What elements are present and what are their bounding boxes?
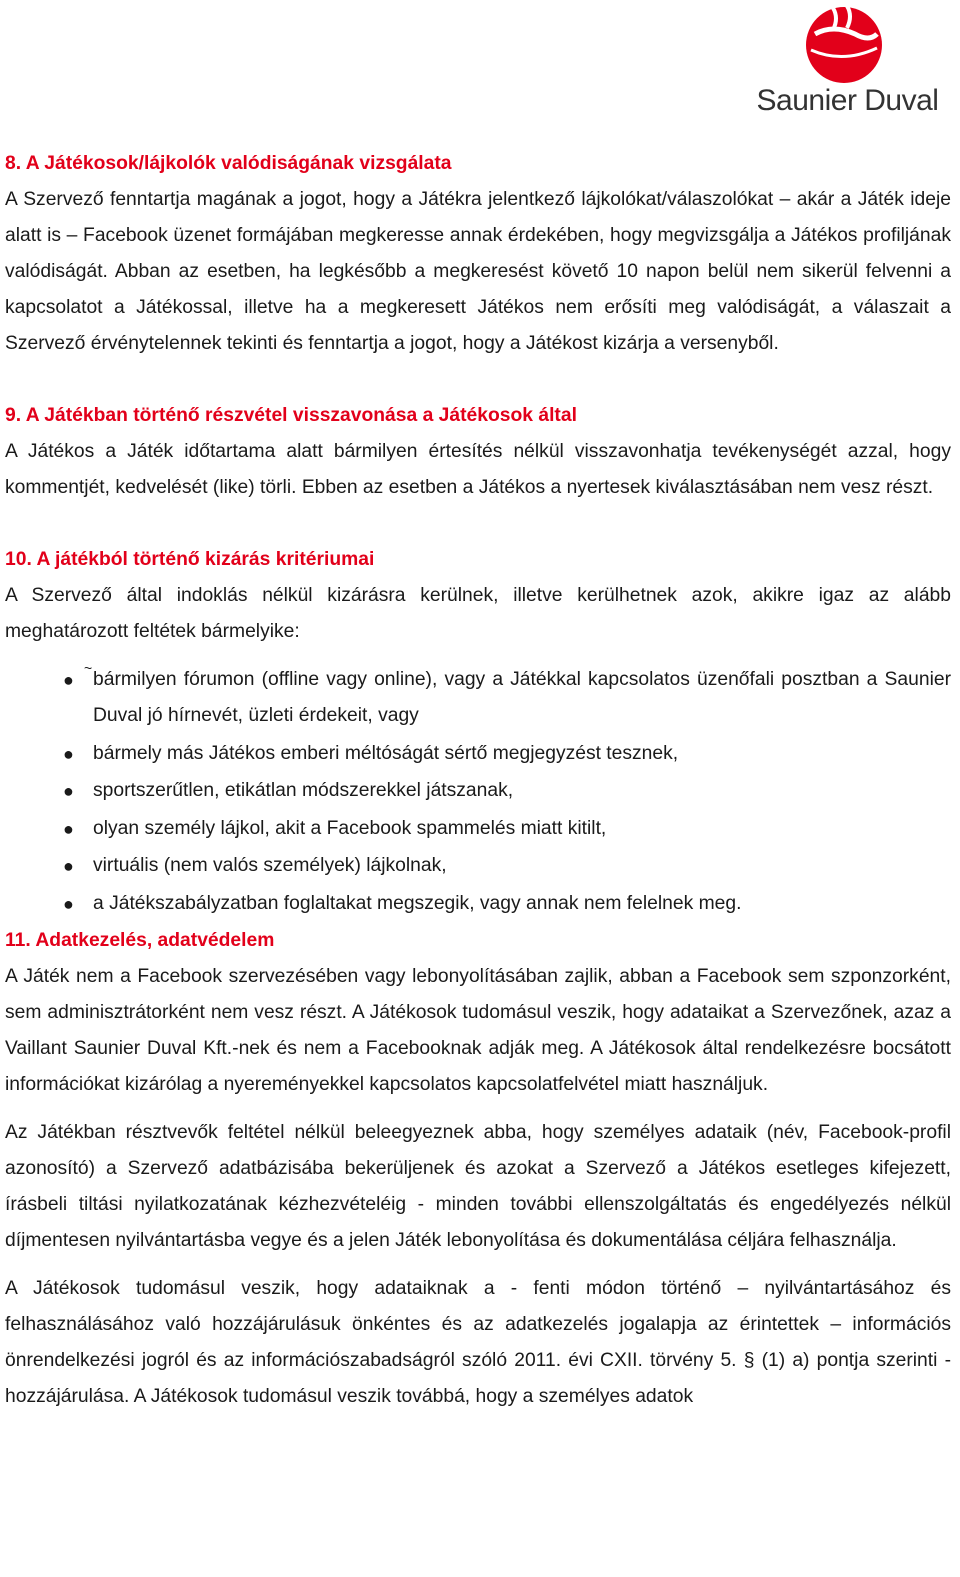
tilde-mark-icon: ~ <box>84 660 93 676</box>
document-body <box>5 146 951 1415</box>
list-item-text: olyan személy lájkol, akit a Facebook spammelés miatt kitilt, <box>93 817 607 839</box>
paragraph: A Szervező által indoklás nélkül kizárásra kerülnek, illetve kerülhetnek azok, akikre igaz az alább meghatározott feltétek bármelyike: <box>5 585 951 642</box>
section-10 <box>5 542 951 922</box>
section-9 <box>5 398 951 506</box>
section-heading: 8. A Játékosok/lájkolók valódiságának vizsgálata <box>5 153 452 174</box>
section-heading: 11. Adatkezelés, adatvédelem <box>5 930 275 951</box>
spacer <box>5 650 951 662</box>
spacer <box>5 1259 951 1271</box>
bullet-icon: ● <box>63 818 74 839</box>
list-item-text: bármely más Játékos emberi méltóságát sértő megjegyzést tesznek, <box>93 742 679 764</box>
brand-logo <box>745 4 950 119</box>
list-item <box>5 736 951 772</box>
section-8 <box>5 146 951 362</box>
list-item-text: bármilyen fórumon (offline vagy online), vagy a Játékkal kapcsolatos üzenőfali posztban a Saunier Duval jó hírnevét, üzleti érdekeit, vagy <box>93 669 951 726</box>
spacer <box>5 1103 951 1115</box>
list-item-text: virtuális (nem valós személyek) lájkolnak, <box>93 855 447 876</box>
list-item <box>5 886 951 922</box>
paragraph: A Játék nem a Facebook szervezésében vagy lebonyolításában zajlik, abban a Facebook sem szponzorként, sem adminisztrátorként nem vesz részt. A Játékosok tudomásul veszik, hogy adataikat a Szervezőnek, azaz a Vaillant Saunier Duval Kft.-nek és nem a Facebooknak adják meg. A Játékosok által rendelkezésre bocsátott információkat kizárólag a nyereményekkel kapcsolatos kapcsolatfelvétel miatt használjuk. <box>5 966 951 1095</box>
paragraph: Az Játékban résztvevők feltétel nélkül beleegyeznek abba, hogy személyes adataik (név, Facebook-profil azonosító) a Szervező adatbázisába bekerüljenek és azokat a Szervező a Játékos esetleges kifejezett, írásbeli tiltási nyilatkozatának kézhezvételéig - minden további ellenszolgáltatás és engedélyezés nélkül díjmentesen nyilvántartásba vegye és a jelen Játék lebonyolítása és dokumentálása céljára felhasználja. <box>5 1122 951 1251</box>
exclusion-criteria-list <box>5 662 951 922</box>
list-item-text: sportszerűtlen, etikátlan módszerekkel játszanak, <box>93 780 514 801</box>
list-item <box>5 773 951 809</box>
section-heading: 9. A Játékban történő részvétel visszavonása a Játékosok által <box>5 405 577 426</box>
list-item <box>5 662 951 734</box>
bullet-icon: ● <box>63 670 74 690</box>
paragraph: A Játékos a Játék időtartama alatt bármilyen értesítés nélkül visszavonhatja tevékenységét azzal, hogy kommentjét, kedvelését (like) törli. Ebben az esetben a Játékos a nyertesek kiválasztásában nem vesz részt. <box>5 441 951 498</box>
list-item <box>5 848 951 884</box>
spacer <box>5 506 951 542</box>
brand-logo-icon <box>803 4 885 86</box>
bullet-icon: ● <box>63 856 74 876</box>
section-heading: 10. A játékból történő kizárás kritériumai <box>5 549 375 570</box>
spacer <box>5 362 951 398</box>
list-item-text: a Játékszabályzatban foglaltakat megszegik, vagy annak nem felelnek meg. <box>93 892 742 914</box>
brand-logo-text: Saunier Duval <box>756 84 939 117</box>
paragraph: A Játékosok tudomásul veszik, hogy adataiknak a - fenti módon történő – nyilvántartásához és felhasználásához való hozzájárulásuk önkéntes és az adatkezelés jogalapja az érintettek – információs önrendelkezési jogról és az információszabadságról szóló 2011. évi CXII. törvény 5. § (1) a) pontja szerinti - hozzájárulása. A Játékosok tudomásul veszik továbbá, hogy a személyes adatok <box>5 1278 951 1407</box>
bullet-icon: ● <box>63 781 74 801</box>
paragraph: A Szervező fenntartja magának a jogot, hogy a Játékra jelentkező lájkolókat/válaszolókat – akár a Játék ideje alatt is – Facebook üzenet formájában megkeresse annak érdekében, hogy megvizsgálja a Játékos profiljának valódiságát. Abban az esetben, ha legkésőbb a megkeresést követő 10 napon belül nem sikerül felvenni a kapcsolatot a Játékossal, illetve ha a megkeresett Játékos nem erősíti meg valódiságát, a válaszait a Szervező érvénytelennek tekinti és fenntartja a jogot, hogy a Játékost kizárja a versenyből. <box>5 189 951 354</box>
list-item <box>5 811 951 847</box>
bullet-icon: ● <box>63 893 74 914</box>
section-11 <box>5 923 951 1415</box>
bullet-icon: ● <box>63 743 74 764</box>
